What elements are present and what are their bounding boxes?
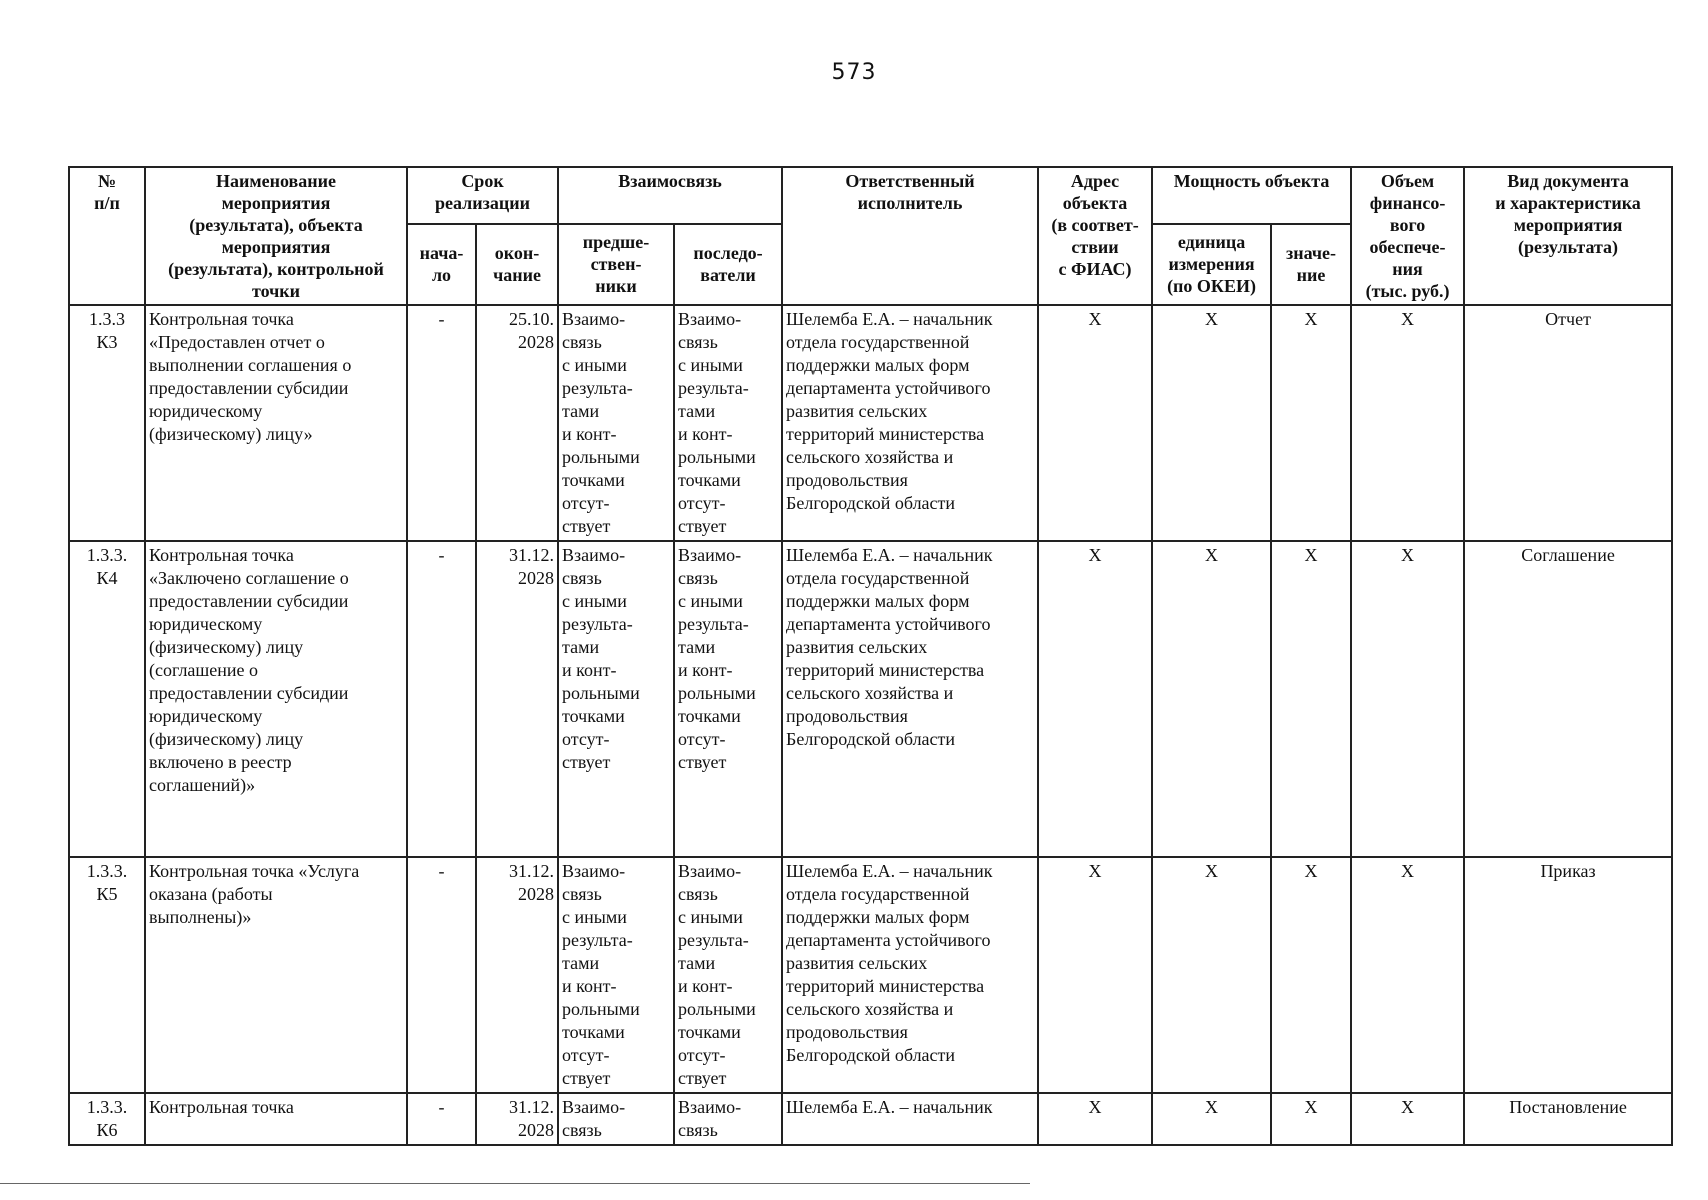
table-row bbox=[69, 857, 1672, 1093]
document-table-wrapper bbox=[68, 166, 1673, 1146]
header-num: № п/п bbox=[69, 167, 145, 305]
row-address: X bbox=[1038, 305, 1152, 541]
header-finance: Объем финансо- вого обеспече- ния (тыс. руб.) bbox=[1351, 167, 1464, 305]
row-num: 1.3.3. К6 bbox=[69, 1093, 145, 1145]
row-start: - bbox=[407, 1093, 476, 1145]
events-table bbox=[68, 166, 1673, 1146]
row-prev: Взаимо- связь bbox=[558, 1093, 674, 1145]
row-prev: Взаимо- связь с иными результа- тами и конт- рольными точками отсут- ствует bbox=[558, 541, 674, 857]
row-prev: Взаимо- связь с иными результа- тами и конт- рольными точками отсут- ствует bbox=[558, 857, 674, 1093]
row-unit: X bbox=[1152, 305, 1271, 541]
row-num: 1.3.3. К5 bbox=[69, 857, 145, 1093]
row-finance: X bbox=[1351, 857, 1464, 1093]
row-doc: Соглашение bbox=[1464, 541, 1672, 857]
header-name: Наименование мероприятия (результата), объекта мероприятия (результата), контрольной точки bbox=[145, 167, 407, 305]
row-unit: X bbox=[1152, 1093, 1271, 1145]
row-end: 31.12. 2028 bbox=[476, 1093, 558, 1145]
row-name: Контрольная точка bbox=[145, 1093, 407, 1145]
row-end: 25.10. 2028 bbox=[476, 305, 558, 541]
row-doc: Постановление bbox=[1464, 1093, 1672, 1145]
table-body bbox=[69, 305, 1672, 1145]
row-num: 1.3.3 К3 bbox=[69, 305, 145, 541]
row-responsible: Шелемба Е.А. – начальник отдела государственной поддержки малых форм департамента устойчивого развития сельских территорий министерства сельского хозяйства и продовольствия Белгородской области bbox=[782, 857, 1038, 1093]
row-value: X bbox=[1271, 541, 1351, 857]
row-value: X bbox=[1271, 1093, 1351, 1145]
header-term: Срок реализации bbox=[407, 167, 558, 224]
row-next: Взаимо- связь bbox=[674, 1093, 782, 1145]
row-unit: X bbox=[1152, 541, 1271, 857]
row-name: Контрольная точка «Услуга оказана (работы выполнены)» bbox=[145, 857, 407, 1093]
header-link: Взаимосвязь bbox=[558, 167, 782, 224]
header-doc-type: Вид документа и характеристика мероприятия (результата) bbox=[1464, 167, 1672, 305]
table-row bbox=[69, 305, 1672, 541]
header-address: Адрес объекта (в соответ- ствии с ФИАС) bbox=[1038, 167, 1152, 305]
header-responsible: Ответственный исполнитель bbox=[782, 167, 1038, 305]
row-next: Взаимо- связь с иными результа- тами и конт- рольными точками отсут- ствует bbox=[674, 857, 782, 1093]
row-finance: X bbox=[1351, 1093, 1464, 1145]
header-capacity-unit: единица измерения (по ОКЕИ) bbox=[1152, 224, 1271, 305]
row-doc: Отчет bbox=[1464, 305, 1672, 541]
row-end: 31.12. 2028 bbox=[476, 541, 558, 857]
row-responsible: Шелемба Е.А. – начальник bbox=[782, 1093, 1038, 1145]
header-capacity-value: значе- ние bbox=[1271, 224, 1351, 305]
row-start: - bbox=[407, 857, 476, 1093]
table-header bbox=[69, 167, 1672, 305]
row-unit: X bbox=[1152, 857, 1271, 1093]
row-prev: Взаимо- связь с иными результа- тами и конт- рольными точками отсут- ствует bbox=[558, 305, 674, 541]
row-name: Контрольная точка «Предоставлен отчет о выполнении соглашения о предоставлении субсидии юридическому (физическому) лицу» bbox=[145, 305, 407, 541]
row-value: X bbox=[1271, 305, 1351, 541]
row-doc: Приказ bbox=[1464, 857, 1672, 1093]
table-row bbox=[69, 541, 1672, 857]
row-responsible: Шелемба Е.А. – начальник отдела государственной поддержки малых форм департамента устойчивого развития сельских территорий министерства сельского хозяйства и продовольствия Белгородской области bbox=[782, 541, 1038, 857]
row-start: - bbox=[407, 541, 476, 857]
row-address: X bbox=[1038, 541, 1152, 857]
row-next: Взаимо- связь с иными результа- тами и конт- рольными точками отсут- ствует bbox=[674, 541, 782, 857]
row-next: Взаимо- связь с иными результа- тами и конт- рольными точками отсут- ствует bbox=[674, 305, 782, 541]
table-row bbox=[69, 1093, 1672, 1145]
header-term-start: нача- ло bbox=[407, 224, 476, 305]
row-address: X bbox=[1038, 857, 1152, 1093]
header-row-1 bbox=[69, 167, 1672, 224]
row-value: X bbox=[1271, 857, 1351, 1093]
row-responsible: Шелемба Е.А. – начальник отдела государственной поддержки малых форм департамента устойчивого развития сельских территорий министерства сельского хозяйства и продовольствия Белгородской области bbox=[782, 305, 1038, 541]
row-num: 1.3.3. К4 bbox=[69, 541, 145, 857]
header-capacity: Мощность объекта bbox=[1152, 167, 1351, 224]
row-start: - bbox=[407, 305, 476, 541]
header-link-prev: предше- ствен- ники bbox=[558, 224, 674, 305]
header-term-end: окон- чание bbox=[476, 224, 558, 305]
page-number: 573 bbox=[831, 60, 877, 85]
row-end: 31.12. 2028 bbox=[476, 857, 558, 1093]
row-name: Контрольная точка «Заключено соглашение о предоставлении субсидии юридическому (физическому) лицу (соглашение о предоставлении субсидии юридическому (физическому) лицу включено в реестр соглашений)» bbox=[145, 541, 407, 857]
row-finance: X bbox=[1351, 541, 1464, 857]
row-address: X bbox=[1038, 1093, 1152, 1145]
scan-edge-line bbox=[0, 1183, 1030, 1184]
header-link-next: последо- ватели bbox=[674, 224, 782, 305]
row-finance: X bbox=[1351, 305, 1464, 541]
